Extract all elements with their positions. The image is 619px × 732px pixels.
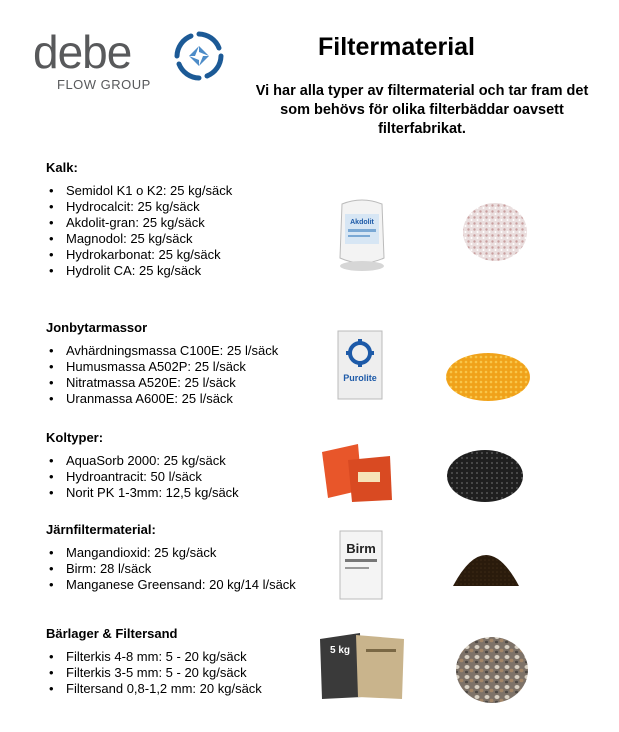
list-item: • Hydrolit CA: 25 kg/säck	[46, 263, 346, 279]
list-item: • Uranmassa A600E: 25 l/säck	[46, 391, 346, 407]
list-item: • Hydroantracit: 50 l/säck	[46, 469, 346, 485]
aquasorb-bags-image	[318, 442, 396, 504]
section-heading: Koltyper:	[46, 430, 104, 445]
list-item: • Magnodol: 25 kg/säck	[46, 231, 346, 247]
gravel-image	[454, 634, 530, 706]
intro-text: Vi har alla typer av filtermaterial och tar fram det som behövs för olika filterbäddar oavsett filterfabrikat.	[255, 83, 589, 137]
filtersand-bags-image	[316, 627, 408, 703]
company-logo	[33, 27, 233, 97]
section-jarnfiltermaterial	[46, 522, 346, 593]
bag-label: Birm	[346, 541, 376, 556]
list-item: • Avhärdningsmassa C100E: 25 l/säck	[46, 343, 346, 359]
list-item: • Norit PK 1-3mm: 12,5 kg/säck	[46, 485, 346, 501]
section-jonbytarmassor	[46, 320, 346, 407]
kalk-granules-image	[461, 198, 529, 262]
list-item: • Hydrocalcit: 25 kg/säck	[46, 199, 346, 215]
list-item: • Hydrokarbonat: 25 kg/säck	[46, 247, 346, 263]
section-kalk	[46, 160, 346, 279]
list-item: • Filtersand 0,8-1,2 mm: 20 kg/säck	[46, 681, 346, 697]
list-item: • Mangandioxid: 25 kg/säck	[46, 545, 346, 561]
logo-wordmark: debe	[33, 26, 132, 78]
section-heading: Bärlager & Filtersand	[46, 626, 178, 641]
logo-subtitle: FLOW GROUP	[57, 77, 151, 92]
list-item: • Humusmassa A502P: 25 l/säck	[46, 359, 346, 375]
list-item: • AquaSorb 2000: 25 kg/säck	[46, 453, 346, 469]
product-list	[46, 343, 346, 407]
list-item: • Birm: 28 l/säck	[46, 561, 346, 577]
swirl-logo-icon	[171, 28, 227, 84]
section-heading: Järnfiltermaterial:	[46, 522, 156, 537]
carbon-granules-image	[445, 446, 525, 504]
manganese-powder-image	[447, 530, 525, 592]
resin-beads-image	[444, 350, 532, 404]
bag-label: 5 kg	[329, 645, 351, 656]
section-barlager-filtersand	[46, 626, 346, 697]
list-item: • Semidol K1 o K2: 25 kg/säck	[46, 183, 346, 199]
product-list	[46, 545, 346, 593]
product-list	[46, 183, 346, 279]
section-koltyper	[46, 430, 346, 501]
akdolit-bag-image	[336, 196, 388, 272]
birm-bag-image	[336, 527, 386, 603]
bag-label: Akdolit	[350, 219, 374, 226]
bag-label: Purolite	[343, 373, 377, 383]
list-item: • Filterkis 3-5 mm: 5 - 20 kg/säck	[46, 665, 346, 681]
list-item: • Manganese Greensand: 20 kg/14 l/säck	[46, 577, 346, 593]
list-item: • Filterkis 4-8 mm: 5 - 20 kg/säck	[46, 649, 346, 665]
product-list	[46, 453, 346, 501]
section-heading: Jonbytarmassor	[46, 320, 148, 335]
section-heading: Kalk:	[46, 160, 78, 175]
purolite-bag-image	[334, 327, 386, 403]
list-item: • Nitratmassa A520E: 25 l/säck	[46, 375, 346, 391]
list-item: • Akdolit-gran: 25 kg/säck	[46, 215, 346, 231]
product-list	[46, 649, 346, 697]
page-title: Filtermaterial	[318, 33, 476, 61]
